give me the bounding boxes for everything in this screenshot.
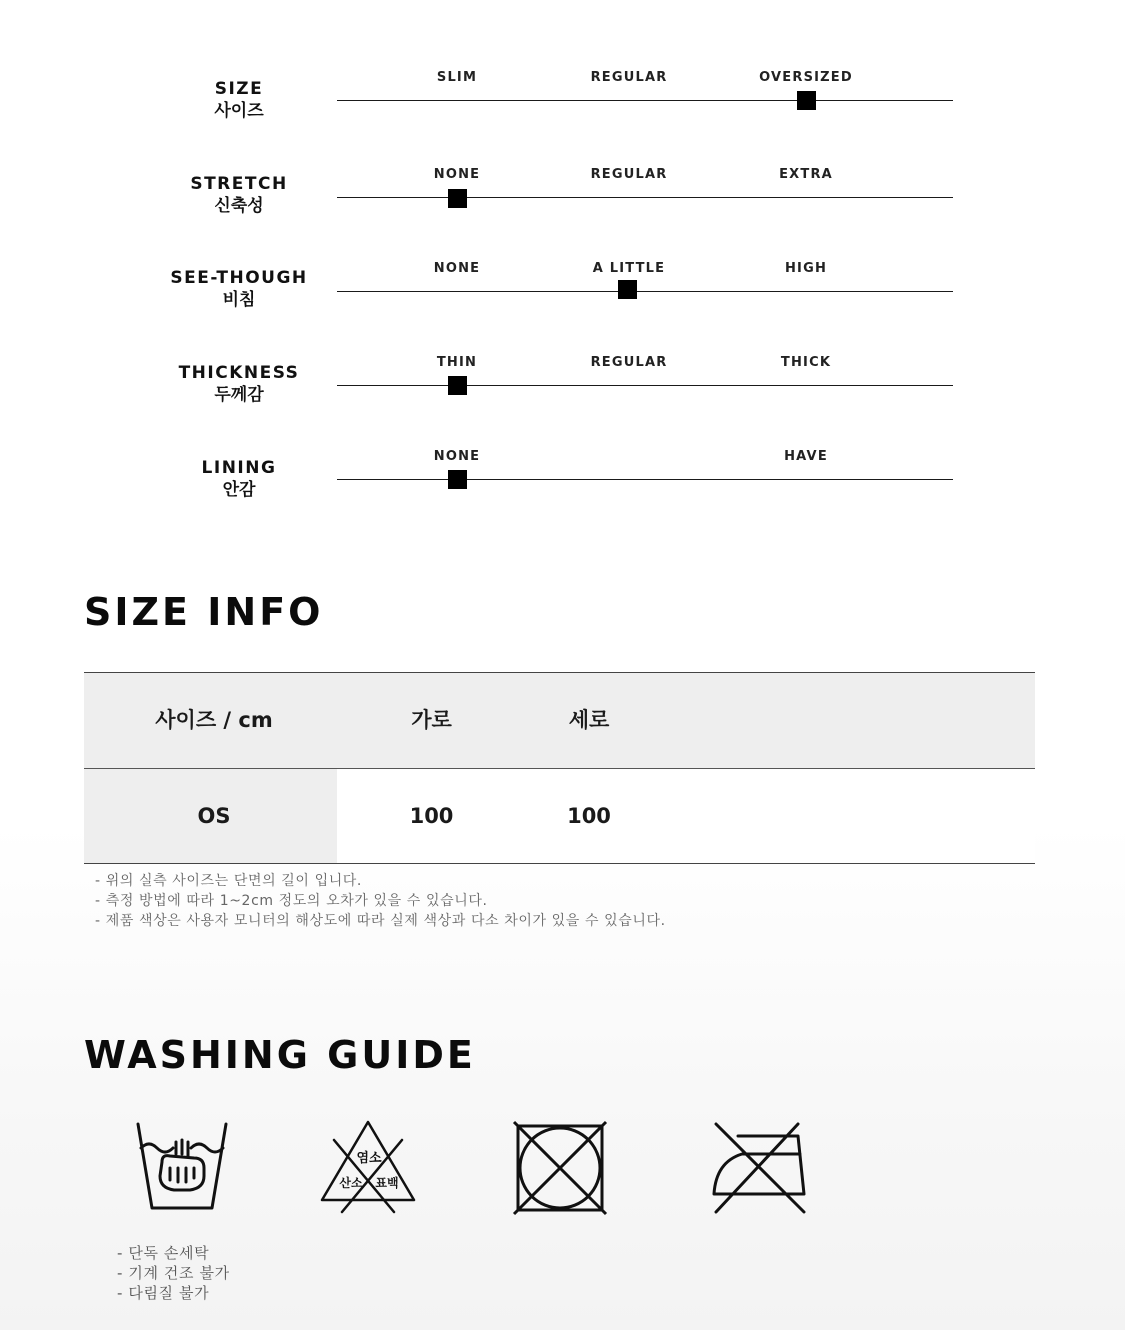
attr-label-en: SIZE (214, 79, 264, 99)
attr-option: OVERSIZED (759, 70, 853, 85)
table-row (84, 769, 1035, 863)
table-header-cell: 가로 (411, 708, 452, 732)
note-line: - 위의 실측 사이즈는 단면의 길이 입니다. (95, 873, 362, 889)
attr-label-en: STRETCH (190, 174, 288, 194)
scale-line (337, 291, 953, 292)
size-info-title: SIZE INFO (84, 590, 324, 634)
selected-marker (448, 470, 467, 489)
attr-option: THIN (436, 355, 478, 370)
attr-option: EXTRA (779, 167, 833, 182)
attr-option: REGULAR (590, 355, 668, 370)
attr-label-en: LINING (201, 458, 277, 478)
selected-marker (448, 189, 467, 208)
attr-row-stretch (0, 167, 1125, 227)
washing-guide-title: WASHING GUIDE (84, 1033, 476, 1077)
bleach-text-left: 산소 (339, 1176, 363, 1190)
attr-option: THICK (780, 355, 832, 370)
attr-row-lining (0, 449, 1125, 509)
selected-marker (797, 91, 816, 110)
note-line: - 다림질 불가 (117, 1284, 210, 1302)
scale-line (337, 385, 953, 386)
attr-option: NONE (433, 449, 481, 464)
attr-option: REGULAR (590, 167, 668, 182)
attr-option: SLIM (436, 70, 478, 85)
size-table (84, 672, 1035, 864)
attr-option: NONE (433, 167, 481, 182)
attr-label-ko: 안감 (222, 480, 256, 500)
attr-label-lining (150, 457, 328, 501)
selected-marker (618, 280, 637, 299)
note-line: - 기계 건조 불가 (117, 1264, 230, 1282)
attr-option: A LITTLE (592, 261, 666, 276)
hand-wash-icon (132, 1118, 232, 1218)
attr-label-thickness (150, 362, 328, 406)
size-notes (95, 871, 666, 931)
attr-option: HAVE (784, 449, 828, 464)
table-cell: 100 (567, 804, 611, 828)
attr-row-thickness (0, 355, 1125, 415)
attr-label-see-through (150, 267, 328, 311)
attr-label-stretch (150, 173, 328, 217)
bleach-text-top: 염소 (356, 1151, 382, 1166)
no-bleach-icon (318, 1118, 418, 1218)
scale-line (337, 479, 953, 480)
no-tumble-dry-icon (510, 1118, 610, 1218)
attr-option: REGULAR (590, 70, 668, 85)
washing-notes (117, 1243, 230, 1303)
attr-row-see-through (0, 261, 1125, 321)
note-line: - 단독 손세탁 (117, 1244, 210, 1262)
table-cell: 100 (409, 804, 454, 828)
table-header-cell: 세로 (568, 708, 610, 732)
bleach-text-right: 표백 (375, 1176, 399, 1190)
selected-marker (448, 376, 467, 395)
attr-label-en: SEE-THOUGH (170, 268, 308, 288)
no-ironing-icon (708, 1118, 808, 1218)
scale-line (337, 197, 953, 198)
table-cell: OS (197, 804, 231, 828)
attr-label-en: THICKNESS (178, 363, 300, 383)
table-header-row (84, 673, 1035, 769)
scale-line (337, 100, 953, 101)
attr-label-size (150, 78, 328, 122)
attr-option: HIGH (784, 261, 828, 276)
note-line: - 측정 방법에 따라 1~2cm 정도의 오차가 있을 수 있습니다. (95, 893, 488, 909)
note-line: - 제품 색상은 사용자 모니터의 해상도에 따라 실제 색상과 다소 차이가 있을 수 있습니다. (95, 913, 666, 929)
attr-label-ko: 두께감 (214, 385, 264, 405)
table-header-cell: 사이즈 / cm (155, 708, 273, 732)
attr-label-ko: 신축성 (214, 196, 264, 216)
attr-option: NONE (433, 261, 481, 276)
attr-row-size (0, 70, 1125, 130)
attr-label-ko: 사이즈 (214, 101, 264, 121)
attr-label-ko: 비침 (222, 290, 256, 310)
